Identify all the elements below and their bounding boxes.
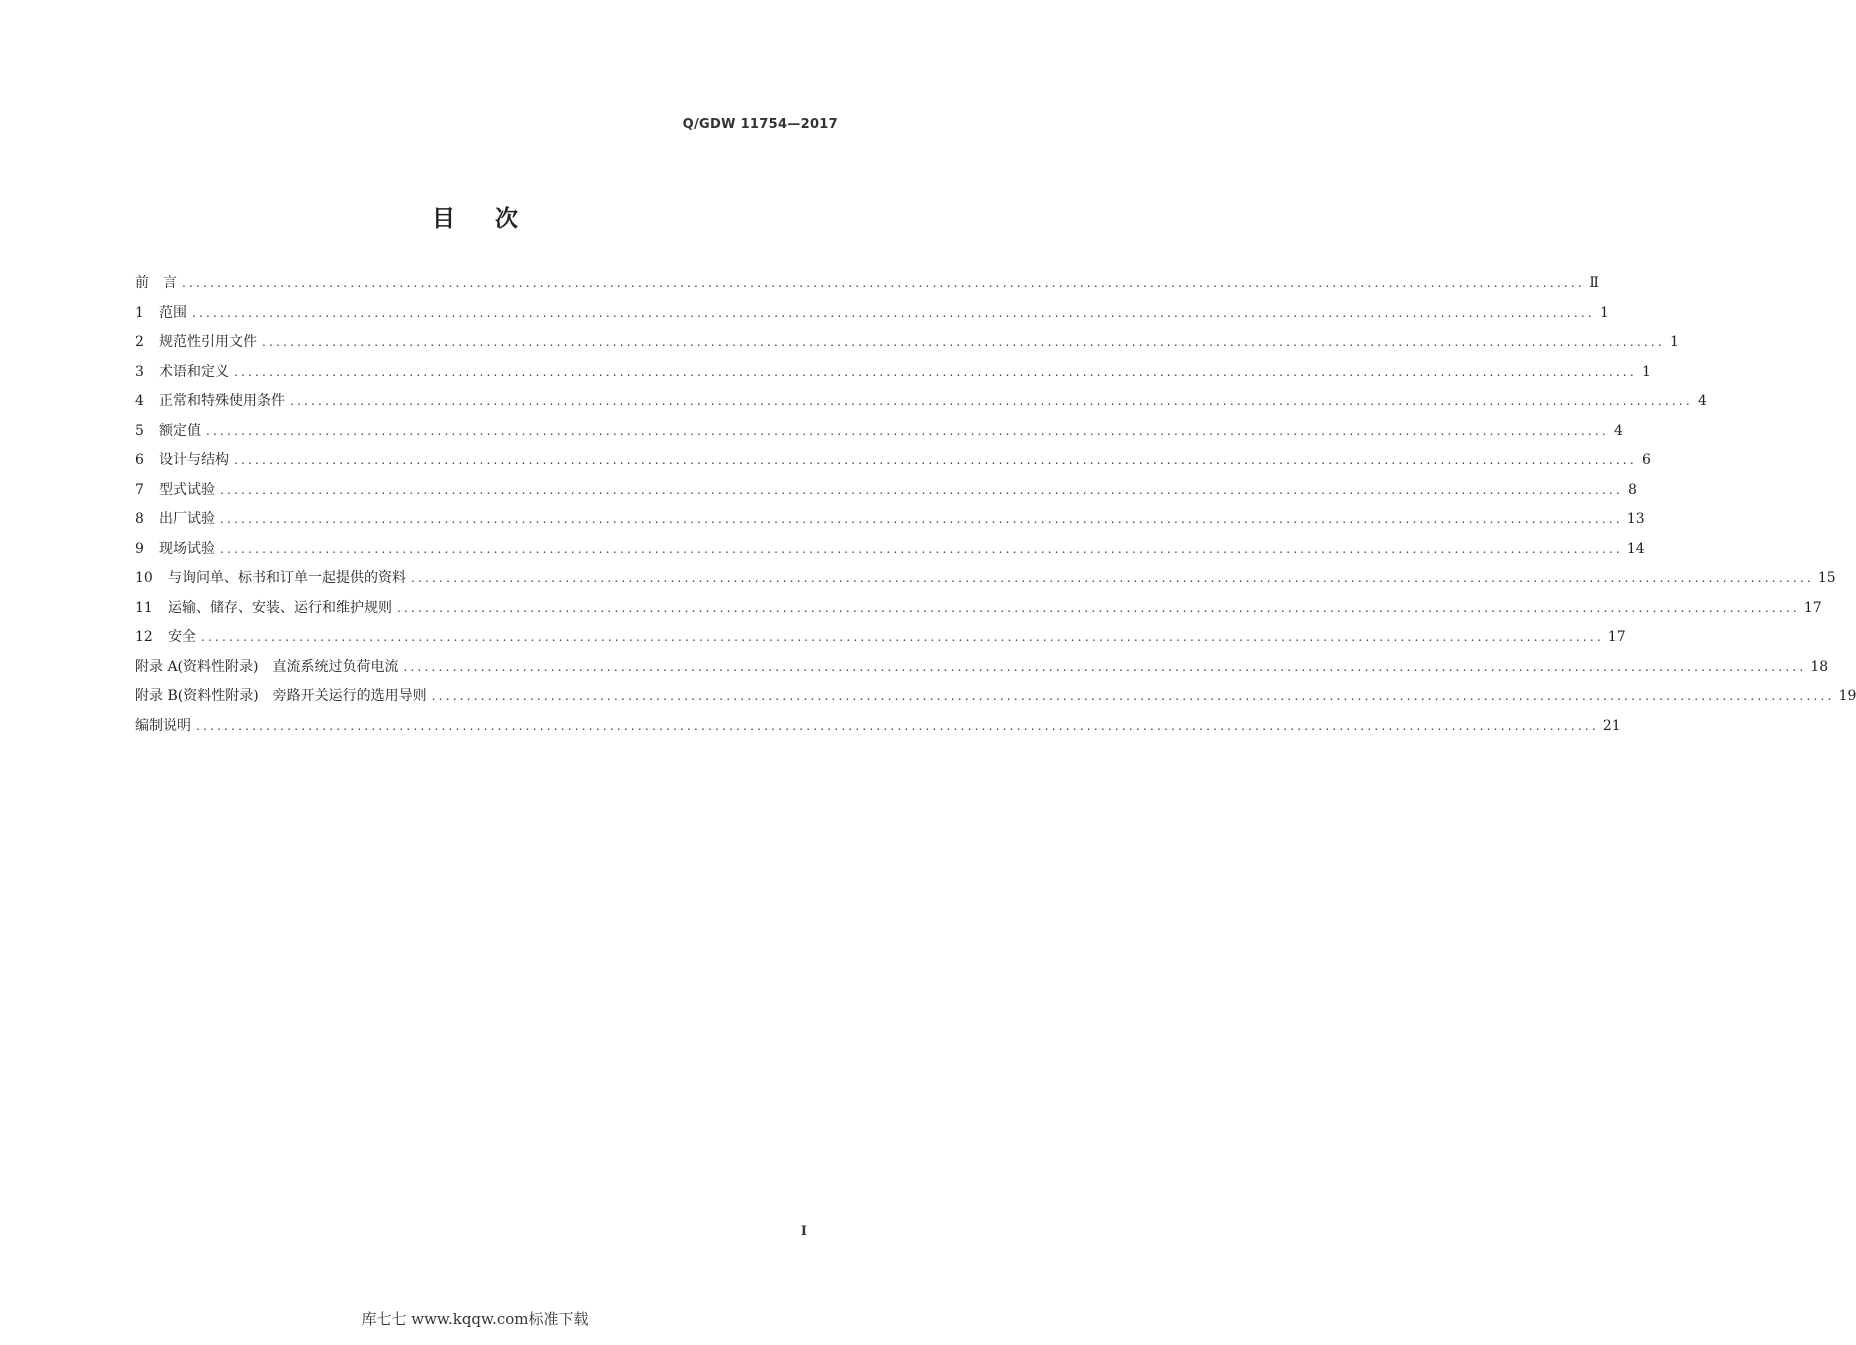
- toc-dot-leader: ........................................................................................................................................................................................................: [220, 482, 1623, 497]
- toc-dot-leader: ........................................................................................................................................................................................................: [431, 689, 1835, 703]
- toc-entry-page: 17: [1803, 599, 1822, 616]
- toc-entry-number: 4: [135, 393, 144, 409]
- toc-entry-number: 8: [135, 511, 144, 527]
- toc-entry[interactable]: [135, 358, 1651, 388]
- toc-entry-label: 运输、储存、安装、运行和维护规则: [168, 599, 392, 616]
- toc-entry[interactable]: [135, 594, 1822, 624]
- toc-dot-leader: ........................................................................................................................................................................................................: [262, 335, 1665, 349]
- toc-entry-page: 8: [1627, 481, 1637, 498]
- toc-entry-page: 4: [1613, 422, 1623, 439]
- toc-entry-page: 18: [1810, 658, 1829, 675]
- toc-dot-leader: ........................................................................................................................................................................................................: [196, 718, 1599, 733]
- toc-entry-page: 15: [1817, 570, 1836, 586]
- toc-entry-label: 设计与结构: [159, 452, 229, 468]
- toc-dot-leader: ........................................................................................................................................................................................................: [403, 659, 1807, 674]
- toc-dot-leader: ........................................................................................................................................................................................................: [182, 276, 1585, 290]
- toc-entry-page: 21: [1602, 717, 1621, 734]
- table-of-contents: [135, 269, 1856, 741]
- toc-entry[interactable]: [135, 299, 1609, 329]
- toc-entry[interactable]: [135, 564, 1836, 594]
- toc-entry-number: 6: [135, 452, 144, 468]
- toc-entry[interactable]: [135, 712, 1621, 742]
- toc-entry-number: 7: [135, 481, 144, 498]
- toc-entry[interactable]: [135, 476, 1637, 506]
- toc-entry-number: 10: [135, 570, 153, 586]
- toc-entry-number: 9: [135, 540, 144, 557]
- toc-entry-number: 1: [135, 304, 144, 321]
- toc-entry-page: 1: [1641, 363, 1651, 380]
- toc-entry-label: 安全: [168, 629, 196, 645]
- toc-entry-label: 现场试验: [159, 540, 215, 557]
- toc-entry-page: 1: [1599, 304, 1609, 321]
- toc-dot-leader: ........................................................................................................................................................................................................: [234, 453, 1637, 467]
- toc-entry[interactable]: [135, 387, 1707, 417]
- toc-entry-label: 附录 A(资料性附录) 直流系统过负荷电流: [135, 658, 399, 675]
- toc-entry-label: 出厂试验: [159, 511, 215, 527]
- toc-entry[interactable]: [135, 417, 1623, 447]
- toc-entry[interactable]: [135, 653, 1829, 683]
- toc-entry-label: 正常和特殊使用条件: [159, 393, 285, 409]
- toc-entry-page: Ⅱ: [1589, 275, 1599, 291]
- toc-entry-label: 附录 B(资料性附录) 旁路开关运行的选用导则: [135, 688, 427, 704]
- toc-entry-label: 编制说明: [135, 717, 191, 734]
- toc-entry-page: 1: [1669, 334, 1679, 350]
- toc-entry[interactable]: [135, 446, 1651, 476]
- toc-entry-number: 2: [135, 334, 144, 350]
- toc-entry-page: 19: [1838, 688, 1856, 704]
- toc-entry[interactable]: [135, 505, 1645, 535]
- toc-dot-leader: ........................................................................................................................................................................................................: [220, 512, 1623, 526]
- page-number: I: [800, 1224, 807, 1239]
- toc-dot-leader: ........................................................................................................................................................................................................: [220, 541, 1623, 556]
- toc-dot-leader: ........................................................................................................................................................................................................: [234, 364, 1637, 379]
- toc-entry[interactable]: [135, 682, 1856, 712]
- toc-entry-page: 14: [1626, 540, 1645, 557]
- toc-dot-leader: ........................................................................................................................................................................................................: [192, 305, 1595, 320]
- page-title: 目次: [432, 206, 558, 232]
- toc-entry-label: 型式试验: [159, 481, 215, 498]
- document-code: Q/GDW 11754—2017: [682, 117, 838, 132]
- toc-entry-label: 前 言: [135, 275, 177, 291]
- footer-watermark: 库七七 www.kqqw.com标准下载: [361, 1310, 589, 1328]
- toc-dot-leader: ........................................................................................................................................................................................................: [290, 394, 1693, 408]
- toc-dot-leader: ........................................................................................................................................................................................................: [411, 571, 1814, 585]
- toc-entry-number: 5: [135, 422, 144, 439]
- toc-entry[interactable]: [135, 328, 1679, 358]
- toc-entry-label: 与询问单、标书和订单一起提供的资料: [168, 570, 406, 586]
- toc-entry[interactable]: [135, 535, 1645, 565]
- toc-entry-label: 术语和定义: [159, 363, 229, 380]
- toc-entry-label: 范围: [159, 304, 187, 321]
- toc-entry-number: 12: [135, 629, 153, 645]
- toc-entry[interactable]: [135, 623, 1626, 653]
- toc-entry-label: 额定值: [159, 422, 201, 439]
- toc-dot-leader: ........................................................................................................................................................................................................: [397, 600, 1800, 615]
- toc-dot-leader: ........................................................................................................................................................................................................: [206, 423, 1609, 438]
- toc-entry-page: 13: [1626, 511, 1645, 527]
- toc-entry-label: 规范性引用文件: [159, 334, 257, 350]
- toc-entry-page: 4: [1697, 393, 1707, 409]
- toc-dot-leader: ........................................................................................................................................................................................................: [201, 630, 1604, 644]
- toc-entry-number: 3: [135, 363, 144, 380]
- toc-entry[interactable]: [135, 269, 1599, 299]
- toc-entry-page: 17: [1607, 629, 1626, 645]
- toc-entry-number: 11: [135, 599, 153, 616]
- toc-entry-page: 6: [1641, 452, 1651, 468]
